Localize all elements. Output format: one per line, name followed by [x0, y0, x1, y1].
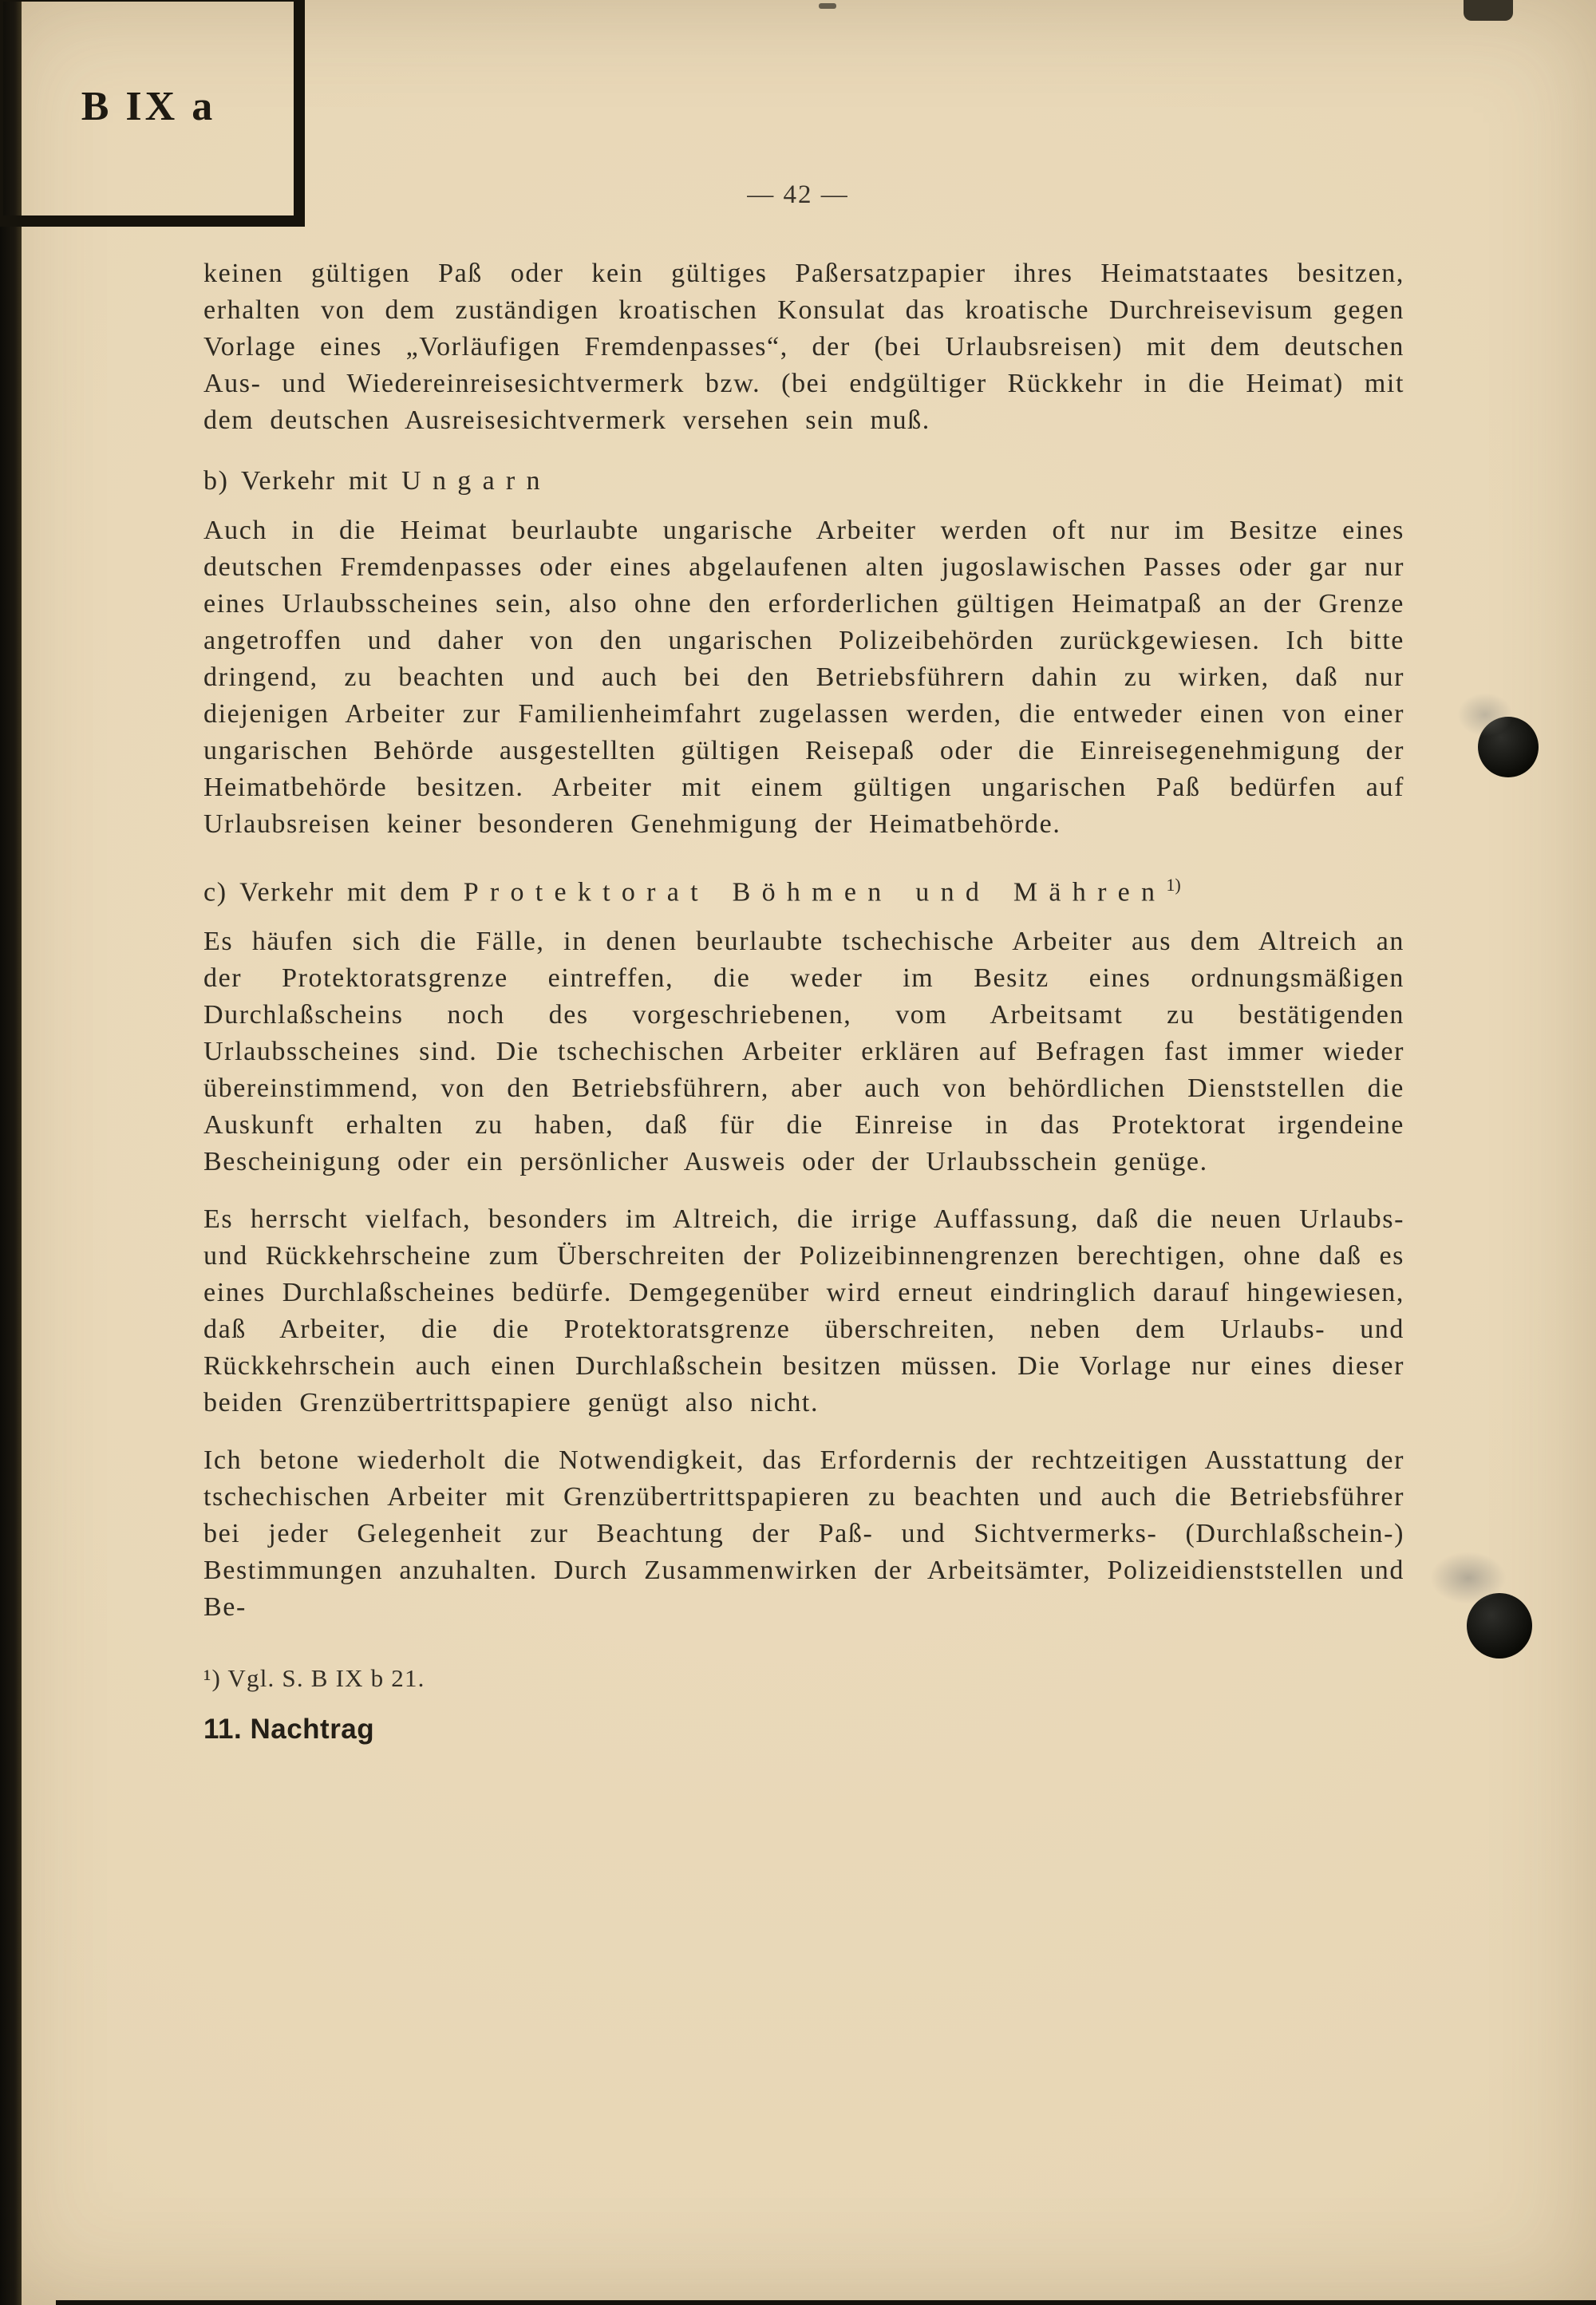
- scan-mark-top-right: [1464, 0, 1513, 21]
- paragraph-4: Es herrscht vielfach, besonders im Altreich, die irrige Auffassung, daß die neuen Urlaubs- und Rückkehrscheine zum Überschreiten der Polizeibinnengrenzen berechtigen, ohne daß es eines Durchlaßscheines bedürfe. Demgegenüber wird erneut eindringlich darauf hingewiesen, daß Arbeiter, die die Protektoratsgrenze überschreiten, neben dem Urlaubs- und Rückkehrschein auch einen Durchlaßschein besitzen müssen. Die Vorlage nur eines dieser beiden Grenzübertrittspapiere genügt also nicht.: [203, 1204, 1404, 1418]
- document-body: [203, 255, 1404, 1746]
- heading-c-footnote-marker: 1): [1166, 875, 1181, 895]
- footnote: ¹) Vgl. S. B IX b 21.: [203, 1664, 425, 1693]
- paragraph-1: keinen gültigen Paß oder kein gültiges Paßersatzpapier ihres Heimatstaates besitzen, erhalten von dem zuständigen kroatischen Konsulat das kroatische Durchreisevisum gegen Vorlage eines „Vorläufigen Fremdenpasses“, der (bei Urlaubsreisen) mit dem deutschen Aus- und Wiedereinreisesichtvermerk bzw. (bei endgültiger Rückkehr in die Heimat) mit dem deutschen Ausreisesichtvermerk versehen sein muß.: [203, 259, 1404, 435]
- scan-edge-bottom: [56, 2300, 1596, 2305]
- heading-c-emphasis: Protektorat Böhmen und Mähren: [463, 877, 1167, 907]
- heading-b-prefix: b) Verkehr mit: [203, 466, 402, 496]
- scan-edge-left: [0, 0, 22, 2305]
- paragraph-5: Ich betone wiederholt die Notwendigkeit, das Erfordernis der rechtzeitigen Ausstattung der tschechischen Arbeiter mit Grenzübertrittspapieren zu beachten und auch die Betriebsführer bei jeder Gelegenheit zur Beachtung der Paß- und Sichtvermerks- (Durchlaßschein-) Bestimmungen anzuhalten. Durch Zusammenwirken der Arbeitsämter, Polizeidienststellen und Be-: [203, 1445, 1404, 1623]
- section-label: B IX a: [81, 83, 216, 129]
- heading-b-emphasis: Ungarn: [401, 466, 551, 496]
- supplement-label: 11. Nachtrag: [203, 1714, 375, 1746]
- heading-b: [203, 463, 1404, 500]
- paragraph-3: Es häufen sich die Fälle, in denen beurlaubte tschechische Arbeiter aus dem Altreich an der Protektoratsgrenze eintreffen, die weder im Besitz eines ordnungsmäßigen Durchlaßscheins noch des vorgeschriebenen, vom Arbeitsamt zu bestätigenden Urlaubsscheines sind. Die tschechischen Arbeiter erklären auf Befragen fast immer wieder übereinstimmend, von den Betriebsführern, aber auch von behördlichen Dienststellen die Auskunft erhalten zu haben, daß für die Einreise in das Protektorat irgendeine Bescheinigung oder ein persönlicher Ausweis oder der Urlaubsschein genüge.: [203, 927, 1404, 1177]
- scan-mark-top-center: [819, 3, 836, 9]
- hole-punch-bottom: [1467, 1593, 1532, 1659]
- page-number: — 42 —: [747, 180, 849, 209]
- heading-c-prefix: c) Verkehr mit dem: [203, 877, 464, 907]
- heading-c: [203, 867, 1404, 911]
- hole-punch-top: [1478, 717, 1539, 777]
- paragraph-2: Auch in die Heimat beurlaubte ungarische Arbeiter werden oft nur im Besitze eines deutschen Fremdenpasses oder eines abgelaufenen alten jugoslawischen Passes oder gar nur eines Urlaubsscheines sein, also ohne den erforderlichen gültigen Heimatpaß an der Grenze angetroffen und daher von den ungarischen Polizeibehörden zurückgewiesen. Ich bitte dringend, zu beachten und auch bei den Betriebsführern dahin zu wirken, daß nur diejenigen Arbeiter zur Familienheimfahrt zugelassen werden, die entweder einen von einer ungarischen Behörde ausgestellten gültigen Reisepaß oder die Einreisegenehmigung der Heimatbehörde besitzen. Arbeiter mit einem gültigen ungarischen Paß bedürfen auf Urlaubsreisen keiner besonderen Genehmigung der Heimatbehörde.: [203, 516, 1404, 839]
